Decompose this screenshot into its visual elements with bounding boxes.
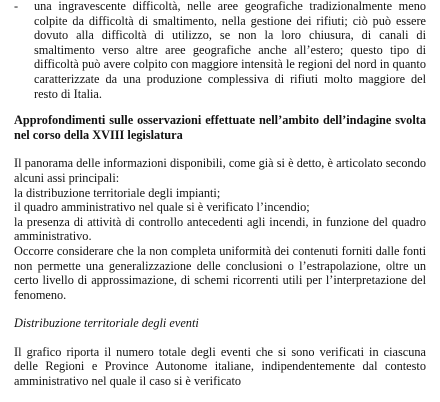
closing-paragraph: Il grafico riporta il numero totale degli eventi che si sono verificati in ciascuna delle Regioni e Province Autonome italiane, indipendentemente dal contesto amministrativo nel quale il caso si è verificato — [14, 344, 426, 389]
section-heading: Approfondimenti sulle osservazioni effettuate nell’ambito dell’indagine svolta nel corso della XVIII legislatura — [14, 113, 426, 142]
overview-axis-3: la presenza di attività di controllo antecedenti agli incendi, in funzione del quadro amministrativo. — [14, 214, 426, 244]
overview-intro: Il panorama delle informazioni disponibili, come già si è detto, è articolato secondo alcuni assi principali: — [14, 156, 426, 185]
overview-caveat: Occorre considerare che la non completa uniformità dei contenuti forniti dalle fonti non permette una generalizzazione delle conclusioni o l’estrapolazione, oltre un certo livello di approssimazione, di schemi ricorrenti utili per l’interpretazione del fenomeno. — [14, 243, 426, 302]
bullet-text: una ingravescente difficoltà, nelle aree geografiche tradizionalmente meno colpite da difficoltà di smaltimento, nella gestione dei rifiuti; ciò può essere dovuto alla difficoltà di utilizzo, se non la loro chiusura, di canali di smaltimento verso altre aree geografiche anche all’estero; questo tipo di difficoltà può avere colpito con maggiore intensità le regioni del nord in quanto caratterizzate da una produzione complessiva di rifiuti molto maggiore del resto di Italia. — [34, 0, 426, 101]
subsection-heading: Distribuzione territoriale degli eventi — [14, 316, 199, 331]
overview-axis-2: il quadro amministrativo nel quale si è verificato l’incendio; — [14, 200, 310, 215]
bullet-marker: - — [14, 0, 19, 13]
overview-block — [14, 156, 426, 302]
overview-axis-1: la distribuzione territoriale degli impianti; — [14, 185, 221, 200]
bullet-item — [14, 0, 426, 101]
